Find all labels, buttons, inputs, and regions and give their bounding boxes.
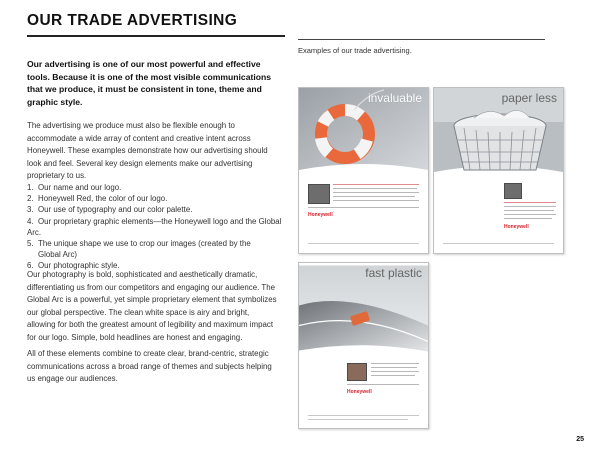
ad-footer-line <box>308 243 419 244</box>
ad-headline: invaluable <box>367 91 422 105</box>
title-rule <box>27 35 285 37</box>
ad-inset-image-detail <box>309 185 329 203</box>
ad-copy-line <box>333 200 419 201</box>
list-text: Our use of typography and our color palette. <box>38 205 193 215</box>
ad-copy-line <box>504 214 556 215</box>
list-text: Our name and our logo. <box>38 183 122 192</box>
ad-invaluable <box>298 87 429 254</box>
honeywell-logo: Honeywell <box>308 212 333 218</box>
ad-inset-image-detail <box>505 184 521 198</box>
examples-caption: Examples of our trade advertising. <box>298 46 412 55</box>
body-paragraph-3: All of these elements combine to create clear, brand-centric, strategic communications across a broad range of themes and subjects helping us engage our audiences. <box>27 349 272 384</box>
ad-copy-line <box>347 384 419 385</box>
ad-headline: fast plastic <box>365 266 422 280</box>
list-number: 4. <box>27 216 34 226</box>
ad-copy-line <box>333 184 419 185</box>
list-item <box>27 204 282 215</box>
ad-copy-line <box>504 206 556 207</box>
list-item <box>27 216 282 238</box>
list-number: 3. <box>27 205 34 215</box>
list-text-continued: Global Arc) <box>38 250 78 260</box>
ad-copy-line <box>308 207 419 208</box>
ad-footer-line <box>308 415 419 416</box>
list-item <box>27 238 282 260</box>
honeywell-logo: Honeywell <box>347 389 372 395</box>
ad-copy-line <box>333 196 415 197</box>
ad-headline: paper less <box>501 91 557 105</box>
ad-inset-image-detail <box>348 364 366 380</box>
ad-copy-line <box>333 192 419 193</box>
ad-copy-line <box>504 202 556 203</box>
list-number: 6. <box>27 261 34 271</box>
ad-copy-line <box>504 210 554 211</box>
ad-footer-line <box>443 243 554 244</box>
ad-footer-line <box>308 419 408 420</box>
list-text: Our photographic style. <box>38 261 120 271</box>
list-text: Our proprietary graphic elements—the Honeywell logo and the Global Arc. <box>27 216 282 237</box>
page-number: 25 <box>576 436 584 443</box>
body-paragraph-2: Our photography is bold, sophisticated and aesthetically dramatic, differentiating us from our competitors and engaging our audience. The Global Arc is a powerful, yet simple proprietary element that symbolizes our global perspective. The clean white space is airy and bright, allowing for both the greatest amount of legibility and maximum impact for our logo. Simple, bold headlines are honest and engaging. <box>27 270 277 342</box>
list-number: 5. <box>27 239 34 249</box>
ad-copy-line <box>504 218 552 219</box>
ad-copy-line <box>371 371 419 372</box>
ad-copy-line <box>371 367 417 368</box>
ad-copy-line <box>333 188 417 189</box>
ad-paper-less <box>433 87 564 254</box>
examples-rule <box>298 39 545 40</box>
list-number: 2. <box>27 194 34 204</box>
body-paragraph-1: The advertising we produce must also be flexible enough to accommodate a wide array of content and creative intent across Honeywell. These examples demonstrate how our advertising should look and feel. Several key design elements make our advertising proprietary to us. <box>27 121 268 181</box>
ad-copy-line <box>371 375 415 376</box>
list-text: Honeywell Red, the color of our logo. <box>38 194 168 204</box>
page-title: OUR TRADE ADVERTISING <box>27 12 238 29</box>
intro-paragraph: Our advertising is one of our most powerful and effective tools. Because it is one of the most visible communications that we produce, it must be consistent in tone, theme and graphic style. <box>27 59 272 107</box>
list-number: 1. <box>27 183 34 192</box>
ad-fast-plastic <box>298 262 429 429</box>
design-elements-list <box>27 182 282 272</box>
list-text: The unique shape we use to crop our images (created by the <box>38 239 251 249</box>
honeywell-logo: Honeywell <box>504 224 529 230</box>
ad-copy-line <box>371 363 419 364</box>
list-item <box>27 182 282 193</box>
list-item <box>27 193 282 204</box>
